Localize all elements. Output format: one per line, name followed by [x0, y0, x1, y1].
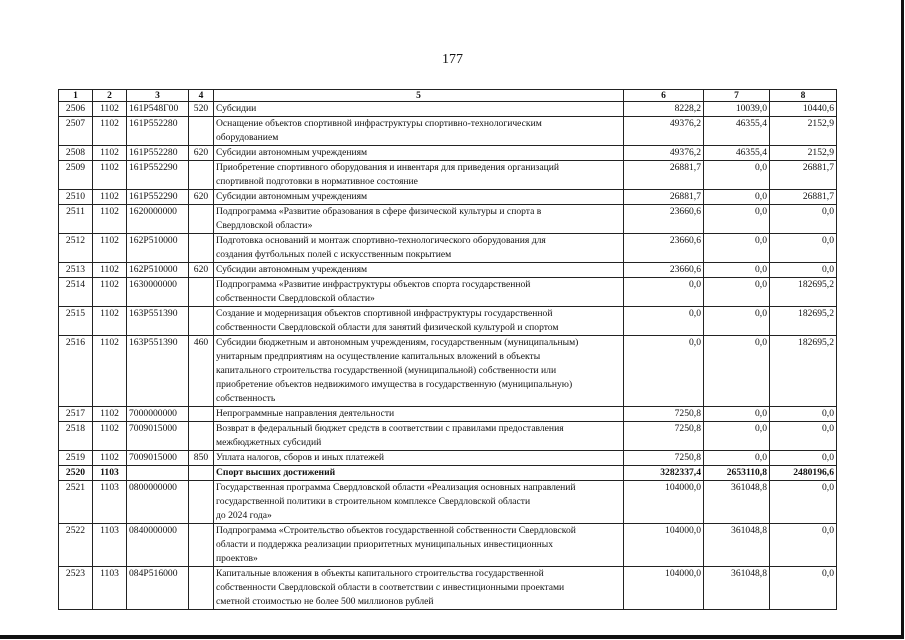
row-number: 2520	[59, 466, 93, 481]
row-number: 2512	[59, 234, 93, 263]
table-row	[59, 278, 837, 307]
value-col-8: 26881,7	[770, 190, 837, 205]
table-row	[59, 524, 837, 567]
row-number: 2513	[59, 263, 93, 278]
expense-type-code	[189, 567, 214, 610]
expense-type-code: 520	[189, 102, 214, 117]
value-col-8: 0,0	[770, 234, 837, 263]
table-header-row	[59, 90, 837, 102]
value-col-7: 0,0	[704, 336, 770, 407]
row-number: 2521	[59, 481, 93, 524]
value-col-6: 7250,8	[624, 422, 704, 451]
table-row	[59, 466, 837, 481]
item-name-line: Свердловской области»	[216, 220, 313, 231]
value-col-8: 0,0	[770, 567, 837, 610]
table-row	[59, 190, 837, 205]
table-row	[59, 102, 837, 117]
item-name	[214, 422, 624, 451]
value-col-8: 0,0	[770, 524, 837, 567]
section-code: 1102	[93, 336, 127, 407]
target-code: 161P552280	[127, 117, 189, 146]
section-code: 1103	[93, 481, 127, 524]
value-col-8: 0,0	[770, 407, 837, 422]
section-code: 1102	[93, 307, 127, 336]
value-col-8: 0,0	[770, 481, 837, 524]
value-col-7: 0,0	[704, 407, 770, 422]
value-col-6: 3282337,4	[624, 466, 704, 481]
value-col-8: 10440,6	[770, 102, 837, 117]
item-name	[214, 102, 624, 117]
item-name-line: Субсидии автономным учреждениям	[216, 191, 368, 202]
value-col-7: 0,0	[704, 205, 770, 234]
item-name-line: межбюджетных субсидий	[216, 437, 322, 448]
table-row	[59, 205, 837, 234]
item-name	[214, 278, 624, 307]
item-name-line: государственной политики в строительном комплексе Свердловской области	[216, 496, 531, 507]
value-col-7: 0,0	[704, 422, 770, 451]
value-col-6: 0,0	[624, 307, 704, 336]
value-col-7: 361048,8	[704, 567, 770, 610]
item-name-line: Подпрограмма «Строительство объектов государственной собственности Свердловской	[216, 525, 576, 536]
item-name-line: собственности Свердловской области для занятий физической культурой и спортом	[216, 322, 559, 333]
item-name-line: спортивной подготовки в нормативное состояние	[216, 176, 418, 187]
item-name	[214, 451, 624, 466]
item-name	[214, 234, 624, 263]
value-col-8: 2152,9	[770, 117, 837, 146]
item-name	[214, 307, 624, 336]
item-name	[214, 205, 624, 234]
value-col-8: 182695,2	[770, 278, 837, 307]
value-col-8: 0,0	[770, 205, 837, 234]
target-code: 161P548Г00	[127, 102, 189, 117]
value-col-7: 0,0	[704, 234, 770, 263]
column-header-8: 8	[770, 90, 837, 102]
value-col-6: 23660,6	[624, 234, 704, 263]
item-name	[214, 336, 624, 407]
item-name-line: Уплата налогов, сборов и иных платежей	[216, 452, 385, 463]
row-number: 2518	[59, 422, 93, 451]
expense-type-code: 460	[189, 336, 214, 407]
value-col-6: 104000,0	[624, 481, 704, 524]
item-name-line: Субсидии	[216, 103, 257, 114]
item-name	[214, 161, 624, 190]
item-name-line: Спорт высших достижений	[216, 467, 336, 478]
value-col-7: 361048,8	[704, 481, 770, 524]
section-code: 1102	[93, 205, 127, 234]
row-number: 2510	[59, 190, 93, 205]
item-name	[214, 263, 624, 278]
item-name-line: области и поддержка реализации приоритетных муниципальных инвестиционных	[216, 539, 553, 550]
item-name	[214, 146, 624, 161]
target-code: 161P552290	[127, 190, 189, 205]
item-name-line: Субсидии бюджетным и автономным учреждениям, государственным (муниципальным)	[216, 337, 579, 348]
row-number: 2516	[59, 336, 93, 407]
item-name-line: Создание и модернизация объектов спортивной инфраструктуры государственной	[216, 308, 553, 319]
value-col-8: 0,0	[770, 263, 837, 278]
row-number: 2509	[59, 161, 93, 190]
expense-type-code	[189, 481, 214, 524]
value-col-6: 8228,2	[624, 102, 704, 117]
item-name-line: Оснащение объектов спортивной инфраструктуры спортивно-технологическим	[216, 118, 542, 129]
table-row	[59, 146, 837, 161]
value-col-8: 2152,9	[770, 146, 837, 161]
item-name-line: приобретение объектов недвижимого имущества в государственную (муниципальную)	[216, 379, 573, 390]
section-code: 1102	[93, 161, 127, 190]
table-row	[59, 307, 837, 336]
table-row	[59, 161, 837, 190]
table-row	[59, 336, 837, 407]
item-name-line: Подготовка оснований и монтаж спортивно-технологического оборудования для	[216, 235, 546, 246]
table-body	[59, 102, 837, 610]
section-code: 1103	[93, 524, 127, 567]
item-name	[214, 481, 624, 524]
value-col-7: 0,0	[704, 307, 770, 336]
item-name-line: сметной стоимостью не более 500 миллионов рублей	[216, 596, 434, 607]
item-name-line: капитального строительства государственной (муниципальной) собственности или	[216, 365, 557, 376]
table-row	[59, 407, 837, 422]
target-code: 163P551390	[127, 336, 189, 407]
item-name-line: собственности Свердловской области в соответствии с инвестиционными проектами	[216, 582, 565, 593]
expense-type-code: 620	[189, 146, 214, 161]
expense-type-code	[189, 524, 214, 567]
value-col-6: 26881,7	[624, 161, 704, 190]
section-code: 1102	[93, 422, 127, 451]
expense-type-code	[189, 205, 214, 234]
target-code: 1620000000	[127, 205, 189, 234]
value-col-7: 46355,4	[704, 117, 770, 146]
value-col-7: 0,0	[704, 190, 770, 205]
item-name	[214, 407, 624, 422]
page-number: 177	[442, 52, 463, 67]
item-name-line: Непрограммные направления деятельности	[216, 408, 395, 419]
item-name	[214, 524, 624, 567]
value-col-8: 182695,2	[770, 307, 837, 336]
item-name	[214, 466, 624, 481]
value-col-7: 361048,8	[704, 524, 770, 567]
section-code: 1102	[93, 102, 127, 117]
target-code: 1630000000	[127, 278, 189, 307]
value-col-6: 7250,8	[624, 451, 704, 466]
value-col-6: 104000,0	[624, 567, 704, 610]
target-code: 162P510000	[127, 263, 189, 278]
target-code: 163P551390	[127, 307, 189, 336]
target-code: 7009015000	[127, 422, 189, 451]
item-name	[214, 117, 624, 146]
item-name-line: Капитальные вложения в объекты капитального строительства государственной	[216, 568, 544, 579]
value-col-7: 0,0	[704, 263, 770, 278]
expense-type-code	[189, 307, 214, 336]
target-code: 161P552290	[127, 161, 189, 190]
table-row	[59, 422, 837, 451]
item-name-line: проектов»	[216, 553, 258, 564]
item-name	[214, 567, 624, 610]
value-col-6: 49376,2	[624, 117, 704, 146]
table-row	[59, 481, 837, 524]
target-code: 161P552280	[127, 146, 189, 161]
item-name-line: Государственная программа Свердловской области «Реализация основных направлений	[216, 482, 576, 493]
target-code: 084P516000	[127, 567, 189, 610]
item-name-line: создания футбольных полей с искусственным покрытием	[216, 249, 452, 260]
row-number: 2517	[59, 407, 93, 422]
value-col-6: 104000,0	[624, 524, 704, 567]
item-name-line: Субсидии автономным учреждениям	[216, 147, 368, 158]
value-col-8: 0,0	[770, 451, 837, 466]
column-header-6: 6	[624, 90, 704, 102]
value-col-6: 23660,6	[624, 205, 704, 234]
value-col-8: 26881,7	[770, 161, 837, 190]
value-col-7: 0,0	[704, 161, 770, 190]
target-code: 7009015000	[127, 451, 189, 466]
item-name	[214, 190, 624, 205]
expense-type-code: 620	[189, 190, 214, 205]
item-name-line: Приобретение спортивного оборудования и инвентаря для приведения организаций	[216, 162, 559, 173]
row-number: 2522	[59, 524, 93, 567]
expense-type-code: 850	[189, 451, 214, 466]
section-code: 1102	[93, 278, 127, 307]
value-col-7: 46355,4	[704, 146, 770, 161]
expense-type-code	[189, 422, 214, 451]
item-name-line: Возврат в федеральный бюджет средств в соответствии с правилами предоставления	[216, 423, 564, 434]
column-header-4: 4	[189, 90, 214, 102]
section-code: 1103	[93, 567, 127, 610]
section-code: 1102	[93, 234, 127, 263]
section-code: 1102	[93, 146, 127, 161]
table-row	[59, 263, 837, 278]
value-col-6: 7250,8	[624, 407, 704, 422]
item-name-line: собственность	[216, 393, 276, 404]
value-col-6: 23660,6	[624, 263, 704, 278]
expense-type-code	[189, 117, 214, 146]
table-row	[59, 451, 837, 466]
expense-type-code	[189, 234, 214, 263]
value-col-8: 0,0	[770, 422, 837, 451]
expense-type-code: 620	[189, 263, 214, 278]
table-row	[59, 117, 837, 146]
value-col-6: 49376,2	[624, 146, 704, 161]
row-number: 2506	[59, 102, 93, 117]
column-header-5: 5	[214, 90, 624, 102]
section-code: 1102	[93, 263, 127, 278]
section-code: 1103	[93, 466, 127, 481]
value-col-7: 10039,0	[704, 102, 770, 117]
row-number: 2514	[59, 278, 93, 307]
row-number: 2511	[59, 205, 93, 234]
value-col-6: 0,0	[624, 278, 704, 307]
target-code	[127, 466, 189, 481]
item-name-line: до 2024 года»	[216, 510, 272, 521]
value-col-8: 182695,2	[770, 336, 837, 407]
item-name-line: унитарным предприятиям на осуществление капитальных вложений в объекты	[216, 351, 541, 362]
target-code: 0800000000	[127, 481, 189, 524]
column-header-2: 2	[93, 90, 127, 102]
expense-type-code	[189, 278, 214, 307]
value-col-7: 0,0	[704, 451, 770, 466]
target-code: 7000000000	[127, 407, 189, 422]
row-number: 2519	[59, 451, 93, 466]
expense-type-code	[189, 466, 214, 481]
value-col-7: 2653110,8	[704, 466, 770, 481]
table-row	[59, 567, 837, 610]
row-number: 2507	[59, 117, 93, 146]
target-code: 0840000000	[127, 524, 189, 567]
column-header-3: 3	[127, 90, 189, 102]
table-row	[59, 234, 837, 263]
value-col-8: 2480196,6	[770, 466, 837, 481]
value-col-6: 26881,7	[624, 190, 704, 205]
value-col-6: 0,0	[624, 336, 704, 407]
budget-table	[58, 89, 837, 610]
row-number: 2515	[59, 307, 93, 336]
column-header-7: 7	[704, 90, 770, 102]
item-name-line: Субсидии автономным учреждениям	[216, 264, 368, 275]
item-name-line: собственности Свердловской области»	[216, 293, 375, 304]
expense-type-code	[189, 407, 214, 422]
item-name-line: оборудованием	[216, 132, 279, 143]
row-number: 2523	[59, 567, 93, 610]
item-name-line: Подпрограмма «Развитие образования в сфере физической культуры и спорта в	[216, 206, 542, 217]
column-header-1: 1	[59, 90, 93, 102]
target-code: 162P510000	[127, 234, 189, 263]
expense-type-code	[189, 161, 214, 190]
row-number: 2508	[59, 146, 93, 161]
item-name-line: Подпрограмма «Развитие инфраструктуры объектов спорта государственной	[216, 279, 531, 290]
section-code: 1102	[93, 190, 127, 205]
value-col-7: 0,0	[704, 278, 770, 307]
section-code: 1102	[93, 451, 127, 466]
section-code: 1102	[93, 117, 127, 146]
section-code: 1102	[93, 407, 127, 422]
